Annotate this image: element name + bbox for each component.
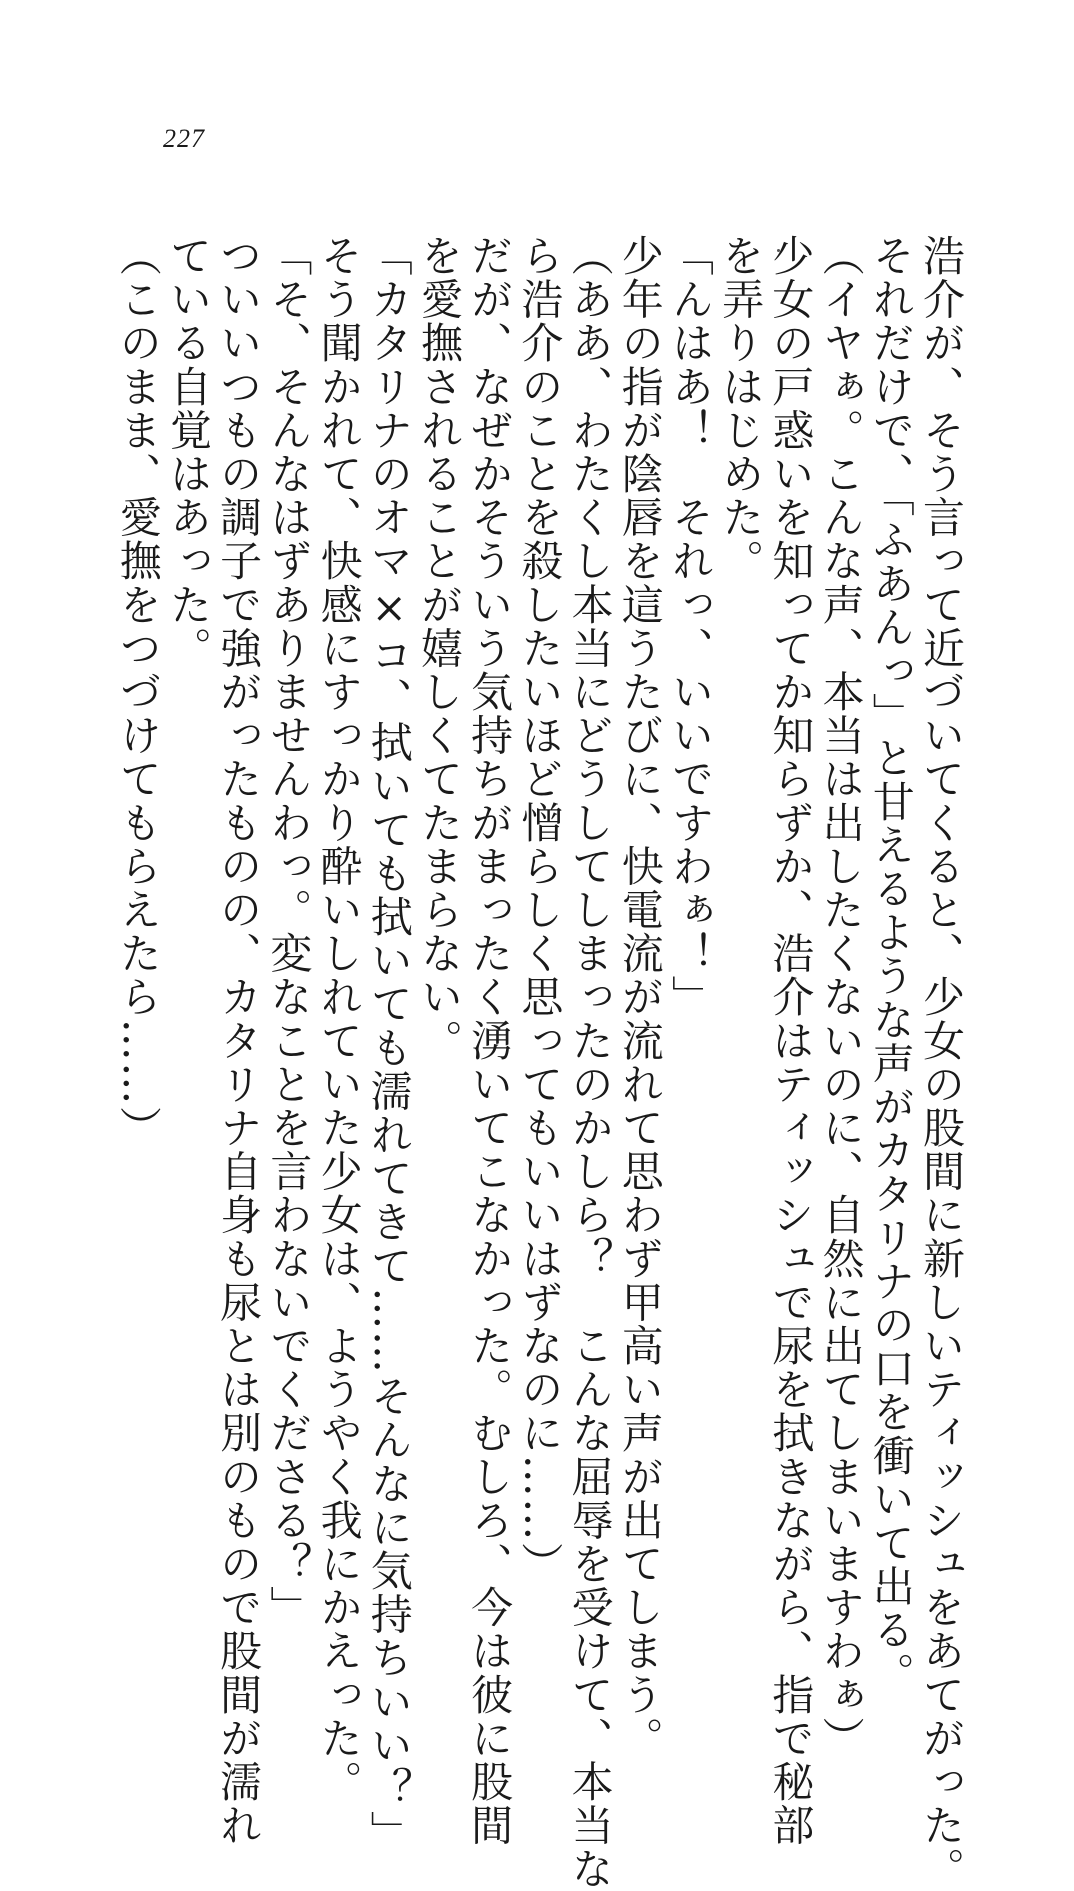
text-line: ついいつもの調子で強がったものの、カタリナ自身も尿とは別のもので股間が濡れ bbox=[214, 234, 264, 1848]
text-line: を弄りはじめた。 bbox=[716, 234, 766, 583]
text-line: そう聞かれて、快感にすっかり酔いしれていた少女は、ようやく我にかえった。 bbox=[314, 234, 364, 1804]
text-line: ら浩介のことを殺したいほど憎らしく思ってもいいはずなのに……） bbox=[515, 234, 565, 1586]
text-line: 少女の戸惑いを知ってか知らずか、浩介はティッシュで尿を拭きながら、指で秘部 bbox=[766, 234, 816, 1848]
text-line: （イヤぁ。こんな声、本当は出したくないのに、自然に出てしまいますわぁ） bbox=[816, 234, 866, 1760]
text-line: 「んはあ！ それっ、いいですわぁ！」 bbox=[665, 234, 715, 1019]
text-line: （ああ、わたくし本当にどうしてしまったのかしら？ こんな屈辱を受けて、本当な bbox=[565, 234, 615, 1891]
text-line: 「そ、そんなはずありませんわっ。変なことを言わないでくださる？」 bbox=[264, 234, 314, 1630]
text-line: （このまま、愛撫をつづけてもらえたら……） bbox=[113, 234, 163, 1150]
text-line: それだけで、「ふあんっ」と甘えるような声がカタリナの口を衝いて出る。 bbox=[866, 234, 916, 1696]
text-line: を愛撫されることが嬉しくてたまらない。 bbox=[414, 234, 464, 1063]
page-number: 227 bbox=[163, 124, 205, 153]
text-line: 浩介が、そう言って近づいてくると、少女の股間に新しいティッシュをあてがった。 bbox=[917, 234, 966, 1891]
text-line: だが、なぜかそういう気持ちがまったく湧いてこなかった。むしろ、今は彼に股間 bbox=[465, 234, 515, 1848]
vertical-text-body bbox=[113, 234, 966, 1891]
text-line: 「カタリナのオマ×コ、拭いても拭いても濡れてきて……そんなに気持ちいい？」 bbox=[364, 234, 414, 1855]
text-line: ている自覚はあった。 bbox=[163, 234, 213, 670]
text-line: 少年の指が陰唇を這うたびに、快電流が流れて思わず甲高い声が出てしまう。 bbox=[615, 234, 665, 1760]
